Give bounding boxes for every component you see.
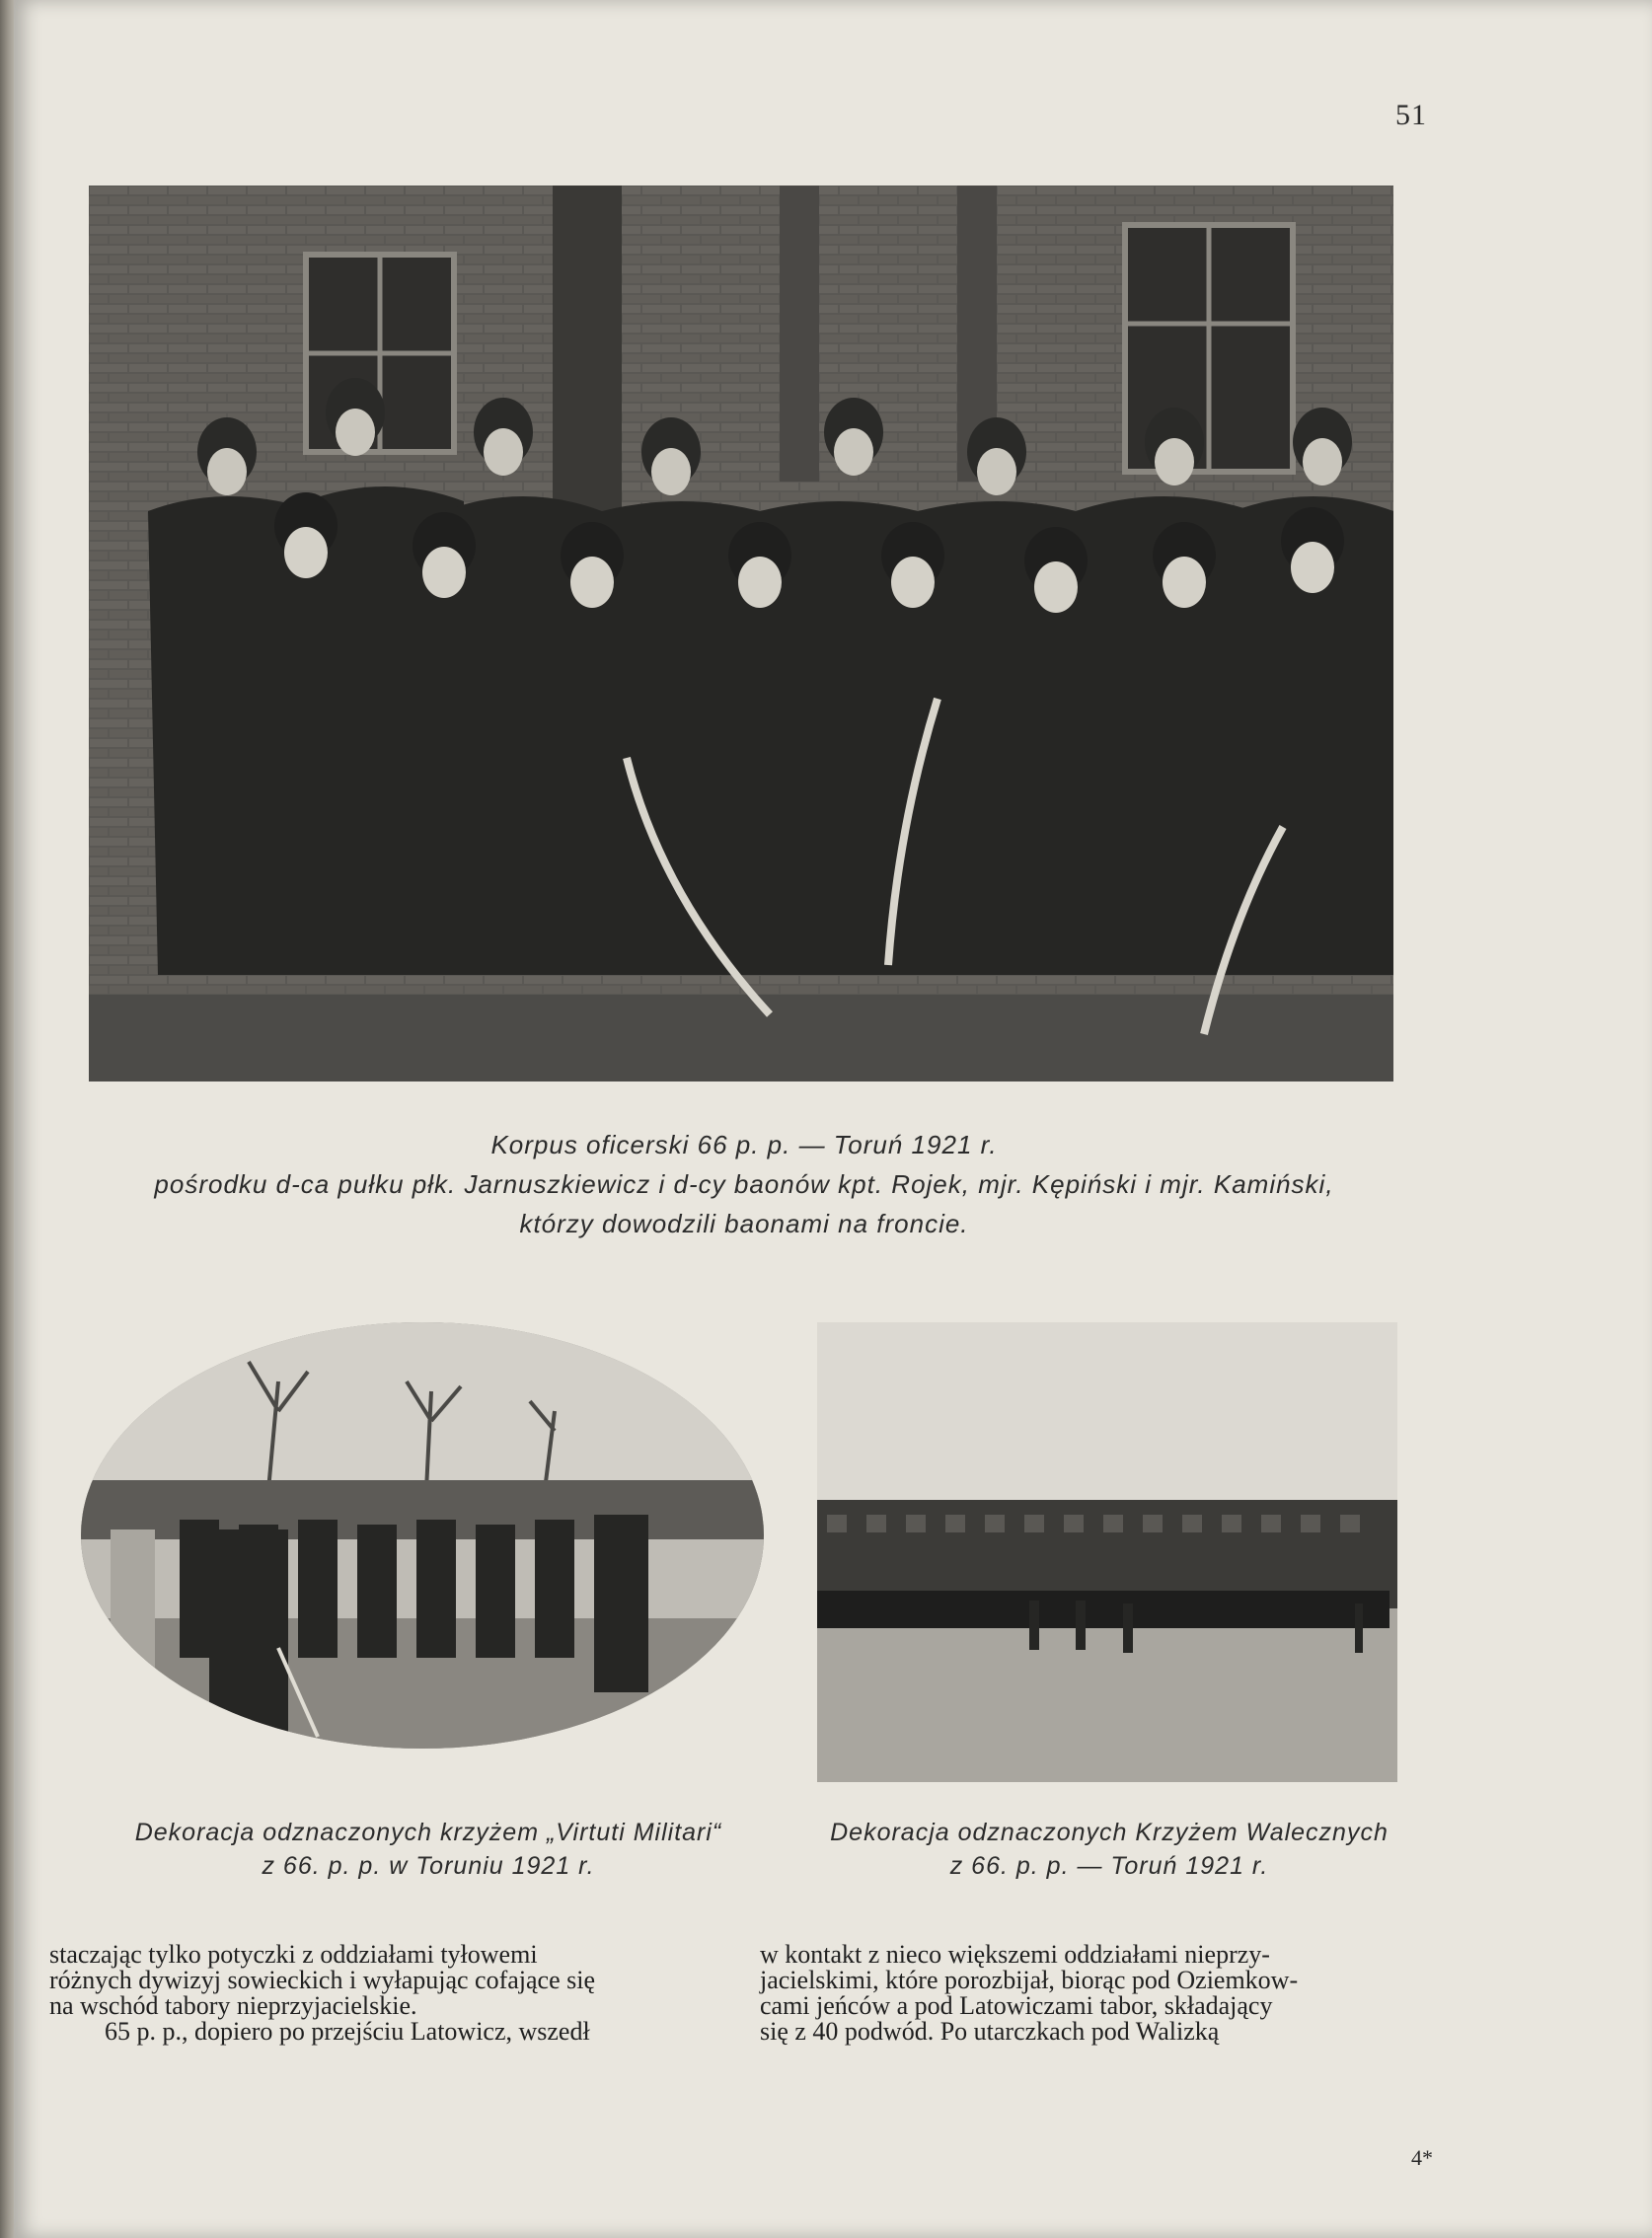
- virtuti-militari-ceremony-photo: [81, 1322, 764, 1749]
- caption-line: Dekoracja odznaczonych Krzyżem Walecznych: [830, 1819, 1389, 1846]
- text-line: staczając tylko potyczki z oddziałami tyłowemi: [49, 1940, 538, 1969]
- sheet-signature: 4*: [1411, 2145, 1433, 2170]
- caption-line: którzy dowodzili baonami na froncie.: [519, 1209, 969, 1238]
- officers-group-photo: [89, 186, 1393, 1082]
- book-page: [14, 0, 1652, 2238]
- page-number: 51: [1395, 99, 1427, 131]
- caption-line: z 66. p. p. w Toruniu 1921 r.: [262, 1852, 595, 1880]
- left-photo-caption: [53, 1816, 803, 1883]
- caption-line: Dekoracja odznaczonych krzyżem „Virtuti Militari“: [134, 1819, 722, 1846]
- caption-line: z 66. p. p. — Toruń 1921 r.: [949, 1852, 1269, 1880]
- body-text-right-column: [760, 1942, 1441, 2045]
- text-line: 65 p. p., dopiero po przejściu Latowicz, wszedł: [105, 2017, 590, 2046]
- text-line: jacielskimi, które porozbijał, biorąc pod Oziemkow-: [760, 1966, 1299, 1994]
- text-line: na wschód tabory nieprzyjacielskie.: [49, 1991, 417, 2020]
- main-photo-caption: [73, 1125, 1415, 1243]
- right-photo-caption: [774, 1816, 1445, 1883]
- caption-line: pośrodku d-ca pułku płk. Jarnuszkiewicz i d-cy baonów kpt. Rojek, mjr. Kępiński i mjr. Kamiński,: [154, 1169, 1334, 1199]
- text-line: cami jeńców a pod Latowiczami tabor, składający: [760, 1991, 1273, 2020]
- text-line: różnych dywizyj sowieckich i wyłapując cofające się: [49, 1966, 595, 1994]
- krzyz-walecznych-ceremony-photo: [817, 1322, 1397, 1782]
- text-line: się z 40 podwód. Po utarczkach pod Walizką: [760, 2017, 1220, 2046]
- text-line: w kontakt z nieco większemi oddziałami nieprzy-: [760, 1940, 1270, 1969]
- caption-line: Korpus oficerski 66 p. p. — Toruń 1921 r.: [490, 1130, 998, 1159]
- body-text-left-column: [49, 1942, 730, 2045]
